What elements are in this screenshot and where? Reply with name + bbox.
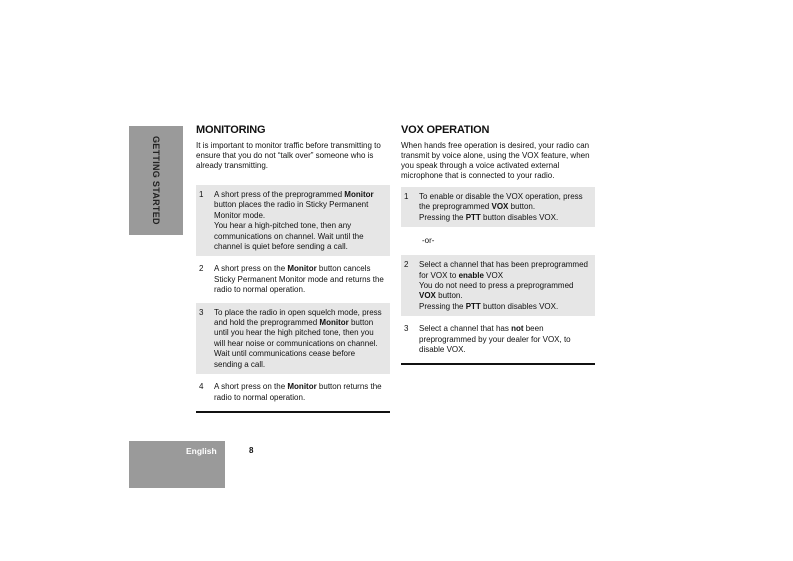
monitoring-section	[196, 124, 390, 413]
section-end-rule	[196, 411, 390, 413]
monitoring-title: MONITORING	[196, 124, 266, 136]
section-end-rule	[401, 363, 595, 365]
step-text: To enable or disable the VOX operation, press the preprogrammed VOX button. Pressing the PTT button disables VOX.	[419, 192, 583, 222]
monitoring-steps	[196, 185, 390, 407]
or-separator: -or-	[422, 236, 435, 246]
step-text: A short press on the Monitor button cancels Sticky Permanent Monitor mode and returns the radio to normal operation.	[214, 264, 384, 295]
step-number: 1	[199, 190, 204, 199]
step-number: 4	[199, 382, 204, 392]
page-number: 8	[249, 446, 254, 455]
monitoring-step-2	[196, 259, 390, 299]
step-text: Select a channel that has been preprogrammed for VOX to enable VOX You do not need to press a preprogrammed VOX button. Pressing the PTT button disables VOX.	[419, 260, 588, 311]
step-text: A short press on the Monitor button returns the radio to normal operation.	[214, 382, 382, 402]
section-tab-text: GETTING STARTED	[151, 136, 161, 225]
step-number: 3	[404, 324, 409, 334]
vox-step-1	[401, 187, 595, 227]
footer-language: English	[186, 446, 217, 456]
monitoring-step-1	[196, 185, 390, 256]
vox-step-2	[401, 255, 595, 316]
step-text: To place the radio in open squelch mode, press and hold the preprogrammed Monitor button until you hear the high pitched tone, then you will hear noise or communications on channel. Wait until communications cease before sending a call.	[214, 307, 382, 369]
monitoring-intro: It is important to monitor traffic before transmitting to ensure that you do not “talk over” someone who is already transmitting.	[196, 141, 381, 170]
vox-section	[401, 124, 595, 365]
step-text: A short press of the preprogrammed Monitor button places the radio in Sticky Permanent Monitor mode. You hear a high-pitched tone, then any communications on channel. Wait until the channel is quiet before sending a call.	[214, 190, 374, 252]
step-number: 1	[404, 192, 409, 201]
side-section-tab-label	[129, 126, 183, 235]
vox-intro: When hands free operation is desired, your radio can transmit by voice alone, using the VOX feature, when you speak through a voice activated external microphone that is connected to your radio.	[401, 141, 590, 180]
vox-step-3	[401, 319, 595, 359]
step-number: 2	[404, 260, 409, 270]
monitoring-step-3	[196, 303, 390, 374]
vox-title: VOX OPERATION	[401, 124, 490, 136]
step-text: Select a channel that has not been preprogrammed by your dealer for VOX, to disable VOX.	[419, 324, 571, 355]
step-number: 3	[199, 307, 204, 317]
vox-steps	[401, 187, 595, 359]
monitoring-step-4	[196, 377, 390, 407]
step-number: 2	[199, 264, 204, 274]
